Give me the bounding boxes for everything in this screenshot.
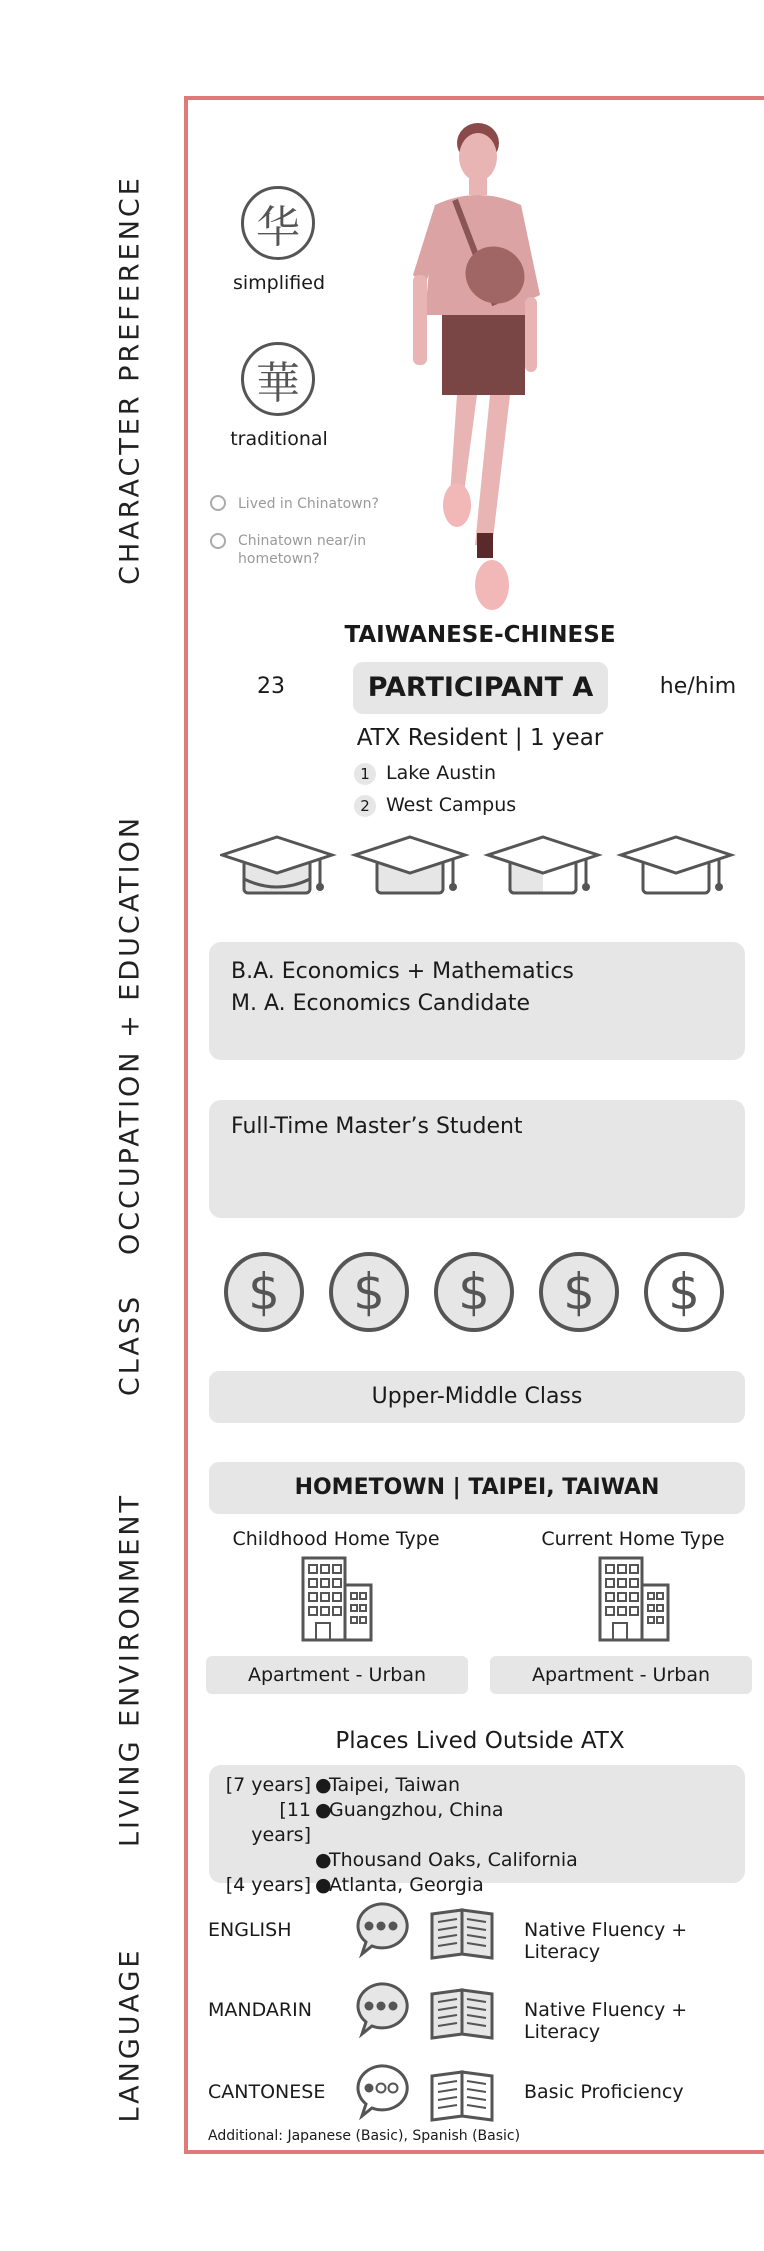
class-coin-icon: $	[539, 1252, 619, 1332]
class-coin-icon: $	[434, 1252, 514, 1332]
places-lived-panel	[209, 1765, 745, 1896]
age-value: 23	[257, 674, 285, 699]
chinatown-near-label: Chinatown near/in hometown?	[238, 533, 367, 567]
chinatown-lived-radio[interactable]	[210, 495, 226, 511]
traditional-label: traditional	[230, 428, 328, 450]
class-label: Upper-Middle Class	[209, 1371, 745, 1423]
place-row	[219, 1848, 735, 1873]
language-name-cantonese: CANTONESE	[208, 2081, 326, 2103]
simplified-label: simplified	[232, 272, 326, 294]
participant-name: PARTICIPANT A	[353, 662, 608, 714]
childhood-home-type: Apartment - Urban	[206, 1656, 468, 1694]
bullet-icon: ●	[315, 1874, 332, 1896]
current-home-title: Current Home Type	[541, 1528, 725, 1550]
occupation-panel	[209, 1100, 745, 1218]
place-name: Atlanta, Georgia	[329, 1874, 484, 1896]
participant-figure-illustration	[395, 115, 545, 615]
section-label-class: CLASS	[114, 1293, 146, 1397]
book-icon	[432, 1990, 492, 2038]
degree-panel	[209, 942, 745, 1060]
neighborhood-1-number: 1	[354, 763, 376, 785]
bullet-icon: ●	[315, 1849, 332, 1871]
chinatown-near-radio[interactable]	[210, 533, 226, 549]
class-coin-icon: $	[644, 1252, 724, 1332]
residency-label: ATX Resident | 1 year	[356, 725, 604, 751]
education-level-caps	[220, 835, 740, 907]
hometown-label: HOMETOWN | TAIPEI, TAIWAN	[209, 1462, 745, 1514]
speech-bubble-icon	[358, 1904, 407, 1954]
place-row	[219, 1798, 735, 1848]
places-lived-title: Places Lived Outside ATX	[335, 1728, 625, 1754]
section-label-character: CHARACTER PREFERENCE	[114, 175, 146, 585]
book-icon	[432, 1910, 492, 1958]
neighborhood-1	[354, 762, 496, 785]
speech-bubble-icon	[358, 2066, 407, 2116]
current-apartment-building-icon	[597, 1555, 671, 1643]
degree-line-1: B.A. Economics + Mathematics	[231, 959, 574, 984]
neighborhood-1-name: Lake Austin	[386, 762, 496, 784]
place-name: Thousand Oaks, California	[329, 1849, 578, 1871]
graduation-cap-icon	[355, 837, 465, 893]
language-level-english: Native Fluency + Literacy	[524, 1919, 688, 1963]
graduation-cap-icon	[488, 837, 598, 893]
childhood-apartment-building-icon	[300, 1555, 374, 1643]
current-home-type: Apartment - Urban	[490, 1656, 752, 1694]
bullet-icon: ●	[315, 1799, 332, 1821]
place-row	[219, 1873, 735, 1898]
language-skill-icons	[352, 1900, 502, 2130]
place-years	[219, 1848, 315, 1873]
section-label-living: LIVING ENVIRONMENT	[114, 1492, 146, 1848]
place-name: Taipei, Taiwan	[329, 1774, 461, 1796]
place-years: [4 years]	[225, 1874, 311, 1896]
language-level-mandarin: Native Fluency + Literacy	[524, 1999, 688, 2043]
traditional-character-icon: 華	[241, 342, 315, 416]
class-coin-icon: $	[224, 1252, 304, 1332]
class-coin-icon: $	[329, 1252, 409, 1332]
neighborhood-2-name: West Campus	[386, 794, 517, 816]
graduation-cap-icon	[222, 837, 332, 893]
place-years: [7 years]	[225, 1774, 311, 1796]
place-name: Guangzhou, China	[329, 1799, 504, 1821]
additional-languages: Additional: Japanese (Basic), Spanish (Basic)	[208, 2128, 521, 2144]
speech-bubble-icon	[358, 1984, 407, 2034]
simplified-character-icon: 华	[241, 186, 315, 260]
section-label-occupation: OCCUPATION + EDUCATION	[114, 814, 146, 1256]
neighborhood-2	[354, 794, 516, 817]
bullet-icon: ●	[315, 1774, 332, 1796]
chinatown-lived-label: Lived in Chinatown?	[238, 496, 379, 512]
occupation-value: Full-Time Master’s Student	[231, 1114, 523, 1139]
book-icon	[432, 2072, 492, 2120]
neighborhood-2-number: 2	[354, 795, 376, 817]
language-name-english: ENGLISH	[208, 1919, 292, 1941]
section-label-language: LANGUAGE	[114, 1947, 146, 2123]
pronouns-value: he/him	[659, 674, 737, 699]
language-level-cantonese: Basic Proficiency	[524, 2081, 684, 2103]
place-years: [11 years]	[251, 1799, 311, 1846]
ethnicity-label: TAIWANESE-CHINESE	[344, 622, 616, 648]
language-name-mandarin: MANDARIN	[208, 1999, 312, 2021]
place-row	[219, 1773, 735, 1798]
degree-line-2: M. A. Economics Candidate	[231, 991, 531, 1016]
childhood-home-title: Childhood Home Type	[232, 1528, 440, 1550]
graduation-cap-icon	[621, 837, 731, 893]
